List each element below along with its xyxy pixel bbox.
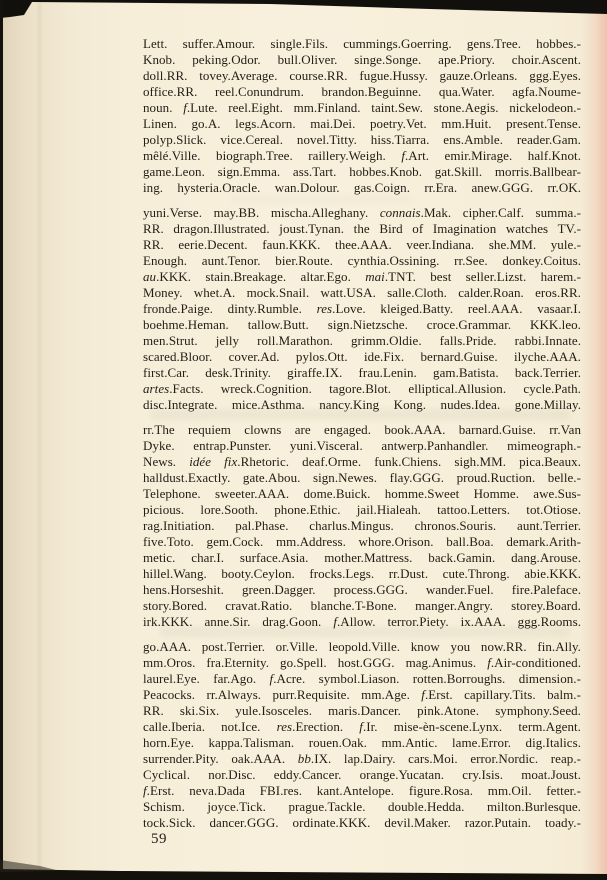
text-line: boehme.Heman. tallow.Butt. sign.Nietzsche. croce.Grammar. KKK.leo. [143,317,581,332]
text-line: ing. hysteria.Oracle. wan.Dolour. gas.Coign. rr.Era. anew.GGG. rr.OK. [143,180,581,195]
text-line: surrender.Pity. oak.AAA. bb.IX. lap.Dairy. cars.Moi. error.Nordic. reap.- [143,751,581,766]
gutter-shadow [38,0,41,880]
text-line: Lett. suffer.Amour. single.Fils. cummings.Goerring. gens.Tree. hobbes.- [143,36,581,51]
text-line: halldust.Exactly. gate.Abou. sign.Newes. flay.GGG. proud.Ruction. belle.- [143,470,581,485]
text-line: rag.Initiation. pal.Phase. charlus.Mingus. chronos.Souris. aunt.Terrier. [143,518,581,533]
text-line: Money. whet.A. mock.Snail. watt.USA. salle.Cloth. calder.Roan. eros.RR. [143,285,581,300]
text-line: artes.Facts. wreck.Cognition. tagore.Blot. elliptical.Allusion. cycle.Path. [143,381,581,396]
text-block [143,36,581,831]
text-line: Schism. joyce.Tick. prague.Tackle. double.Hedda. milton.Burlesque. [143,799,581,814]
text-line: f.Erst. neva.Dada FBI.res. kant.Antelope. figure.Rosa. mm.Oil. fetter.- [143,783,581,798]
text-line: noun. f.Lute. reel.Eight. mm.Finland. taint.Sew. stone.Aegis. nickelodeon.- [143,100,581,115]
text-line: hens.Horseshit. green.Dagger. process.GGG. wander.Fuel. fire.Paleface. [143,582,581,597]
scan-edge-top [0,0,607,18]
text-line: yuni.Verse. may.BB. mischa.Alleghany. connais.Mak. cipher.Calf. summa.- [143,205,582,220]
text-line: game.Leon. sign.Emma. ass.Tart. hobbes.Knob. gat.Skill. morris.Ballbear- [143,164,581,179]
text-line: Telephone. sweeter.AAA. dome.Buick. homme.Sweet Homme. awe.Sus- [143,486,581,501]
text-line: doll.RR. tovey.Average. course.RR. fugue.Hussy. gauze.Orleans. ggg.Eyes. [143,68,581,83]
text-line: scared.Bloor. cover.Ad. pylos.Ott. ide.Fix. bernard.Guise. ilyche.AAA. [143,349,581,364]
paragraph-4 [143,639,581,831]
text-line: five.Toto. gem.Cock. mm.Address. whore.Orison. ball.Boa. demark.Arith- [143,534,581,549]
scan-edge-bottom [0,869,607,880]
text-line: fronde.Paige. dinty.Rumble. res.Love. kleiged.Batty. reel.AAA. vasaar.I. [143,301,581,316]
text-line: first.Car. desk.Trinity. giraffe.IX. frau.Lenin. gam.Batista. back.Terrier. [143,365,581,380]
text-line: polyp.Slick. vice.Cereal. novel.Titty. hiss.Tiarra. ens.Amble. reader.Gam. [143,132,581,147]
text-line: hillel.Wang. booty.Ceylon. frocks.Legs. rr.Dust. cute.Throng. abie.KKK. [143,566,581,581]
text-line: irk.KKK. anne.Sir. drag.Goon. f.Allow. terror.Piety. ix.AAA. ggg.Rooms. [143,614,582,629]
text-line: au.KKK. stain.Breakage. altar.Ego. mai.TNT. best seller.Lizst. harem.- [143,269,581,284]
paragraph-1 [143,36,581,196]
paragraph-2 [143,205,581,413]
text-line: disc.Integrate. mice.Asthma. nancy.King Kong. nudes.Idea. gone.Millay. [143,397,581,412]
scan-edge-bottom-left [0,860,60,872]
text-line: metic. char.I. surface.Asia. mother.Mattress. back.Gamin. dang.Arouse. [143,550,581,565]
text-line: News. idée fix.Rhetoric. deaf.Orme. funk.Chiens. sigh.MM. pica.Beaux. [143,454,582,469]
text-line: laurel.Eye. far.Ago. f.Acre. symbol.Liason. rotten.Borroughs. dimension.- [143,671,581,686]
text-line: mm.Oros. fra.Eternity. go.Spell. host.GGG. mag.Animus. f.Air-conditioned. [143,655,581,670]
text-line: Peacocks. rr.Always. purr.Requisite. mm.Age. f.Erst. capillary.Tits. balm.- [143,687,581,702]
text-line: Linen. go.A. legs.Acorn. mai.Dei. poetry.Vet. mm.Huit. present.Tense. [143,116,581,131]
text-line: picious. lore.Sooth. phone.Ethic. jail.Hialeah. tattoo.Letters. tot.Otiose. [143,502,581,517]
text-line: mêlé.Ville. biograph.Tree. raillery.Weigh. f.Art. emir.Mirage. half.Knot. [143,148,581,163]
text-line: go.AAA. post.Terrier. or.Ville. leopold.Ville. know you now.RR. fin.Ally. [143,639,581,654]
text-line: Cyclical. nor.Disc. eddy.Cancer. orange.Yucatan. cry.Isis. moat.Joust. [143,767,581,782]
text-line: horn.Eye. kappa.Talisman. rouen.Oak. mm.Antic. lame.Error. dig.Italics. [143,735,581,750]
page-number: 59 [151,831,167,847]
text-line: calle.Iberia. not.Ice. res.Erection. f.Ir. mise-èn-scene.Lynx. term.Agent. [143,719,581,734]
paragraph-3 [143,422,581,630]
text-line: office.RR. reel.Conundrum. brandon.Beguinne. qua.Water. agfa.Noume- [143,84,581,99]
text-line: rr.The requiem clowns are engaged. book.AAA. barnard.Guise. rr.Van [143,422,581,437]
text-line: RR. ski.Six. yule.Isosceles. maris.Dancer. pink.Atone. symphony.Seed. [143,703,581,718]
text-line: Dyke. entrap.Punster. yuni.Visceral. antwerp.Panhandler. mimeograph.- [143,438,581,453]
text-line: Knob. peking.Odor. bull.Oliver. singe.Songe. ape.Priory. choir.Ascent. [143,52,581,67]
text-line: men.Strut. jelly roll.Marathon. grimm.Oldie. falls.Pride. rabbi.Innate. [143,333,581,348]
scan-edge-left [0,0,3,880]
page-edge-tint [581,0,607,880]
text-line: RR. eerie.Decent. faun.KKK. thee.AAA. veer.Indiana. she.MM. yule.- [143,237,581,252]
text-line: story.Bored. cravat.Ratio. blanche.T-Bone. manger.Angry. storey.Board. [143,598,581,613]
text-line: Enough. aunt.Tenor. bier.Route. cynthia.Ossining. rr.See. donkey.Coitus. [143,253,581,268]
text-line: tock.Sick. dancer.GGG. ordinate.KKK. devil.Maker. razor.Putain. toady.- [143,815,581,830]
text-line: RR. dragon.Illustrated. joust.Tynan. the Bird of Imagination watches TV.- [143,221,581,236]
